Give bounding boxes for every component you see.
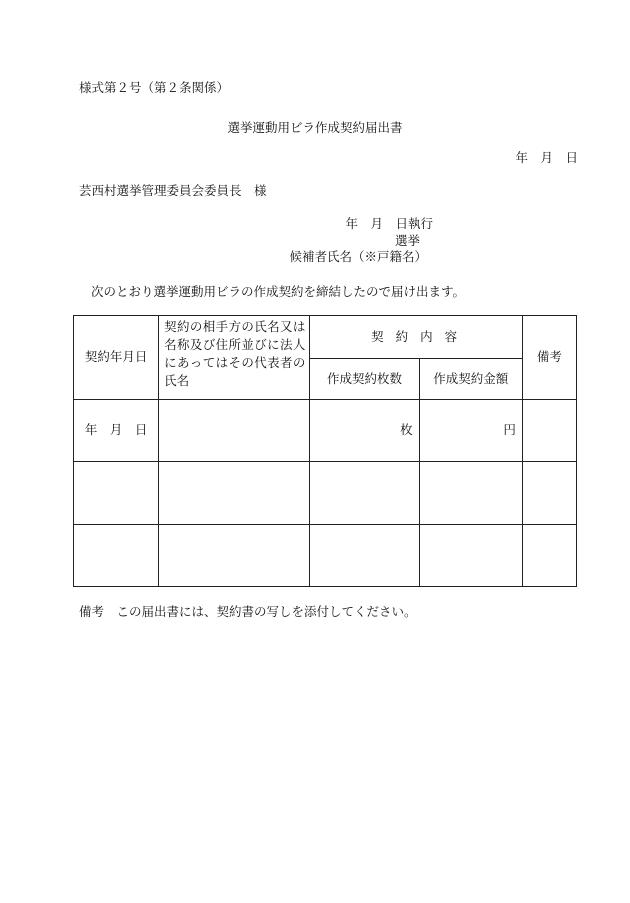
document-title: 選挙運動用ビラ作成契約届出書 bbox=[227, 120, 403, 135]
contract-table bbox=[73, 315, 577, 587]
table-row bbox=[74, 399, 577, 461]
cell-counterparty[interactable] bbox=[159, 524, 310, 586]
table-header-row bbox=[74, 316, 577, 359]
form-number: 様式第２号（第２条関係） bbox=[79, 80, 230, 95]
header-contract-content: 契 約 内 容 bbox=[310, 316, 522, 359]
body-text: 次のとおり選挙運動用ビラの作成契約を締結したので届け出ます。 bbox=[91, 284, 466, 299]
remarks-note: 備考 この届出書には、契約書の写しを添付してください。 bbox=[79, 604, 417, 619]
submission-date: 年 月 日 bbox=[515, 150, 578, 165]
cell-amount[interactable] bbox=[419, 524, 522, 586]
cell-amount[interactable] bbox=[419, 462, 522, 524]
cell-date[interactable]: 年 月 日 bbox=[74, 399, 159, 461]
table-row bbox=[74, 462, 577, 524]
cell-date[interactable] bbox=[74, 462, 159, 524]
election-date: 年 月 日執行 bbox=[345, 216, 433, 231]
addressee: 芸西村選挙管理委員会委員長 様 bbox=[79, 183, 267, 198]
header-counterparty: 契約の相手方の氏名又は名称及び住所並びに法人にあってはその代表者の氏名 bbox=[159, 316, 310, 400]
cell-date[interactable] bbox=[74, 524, 159, 586]
election-name: 選挙 bbox=[394, 233, 420, 248]
cell-count[interactable] bbox=[310, 524, 419, 586]
cell-count[interactable] bbox=[310, 462, 419, 524]
cell-count[interactable]: 枚 bbox=[310, 399, 419, 461]
cell-amount[interactable]: 円 bbox=[419, 399, 522, 461]
table-row bbox=[74, 524, 577, 586]
cell-counterparty[interactable] bbox=[159, 399, 310, 461]
cell-remarks[interactable] bbox=[522, 399, 576, 461]
header-contract-date: 契約年月日 bbox=[74, 316, 159, 400]
cell-remarks[interactable] bbox=[522, 524, 576, 586]
candidate-name: 候補者氏名（※戸籍名） bbox=[289, 249, 427, 264]
header-amount: 作成契約金額 bbox=[419, 359, 522, 399]
header-remarks: 備考 bbox=[522, 316, 576, 400]
cell-remarks[interactable] bbox=[522, 462, 576, 524]
header-sheet-count: 作成契約枚数 bbox=[310, 359, 419, 399]
cell-counterparty[interactable] bbox=[159, 462, 310, 524]
